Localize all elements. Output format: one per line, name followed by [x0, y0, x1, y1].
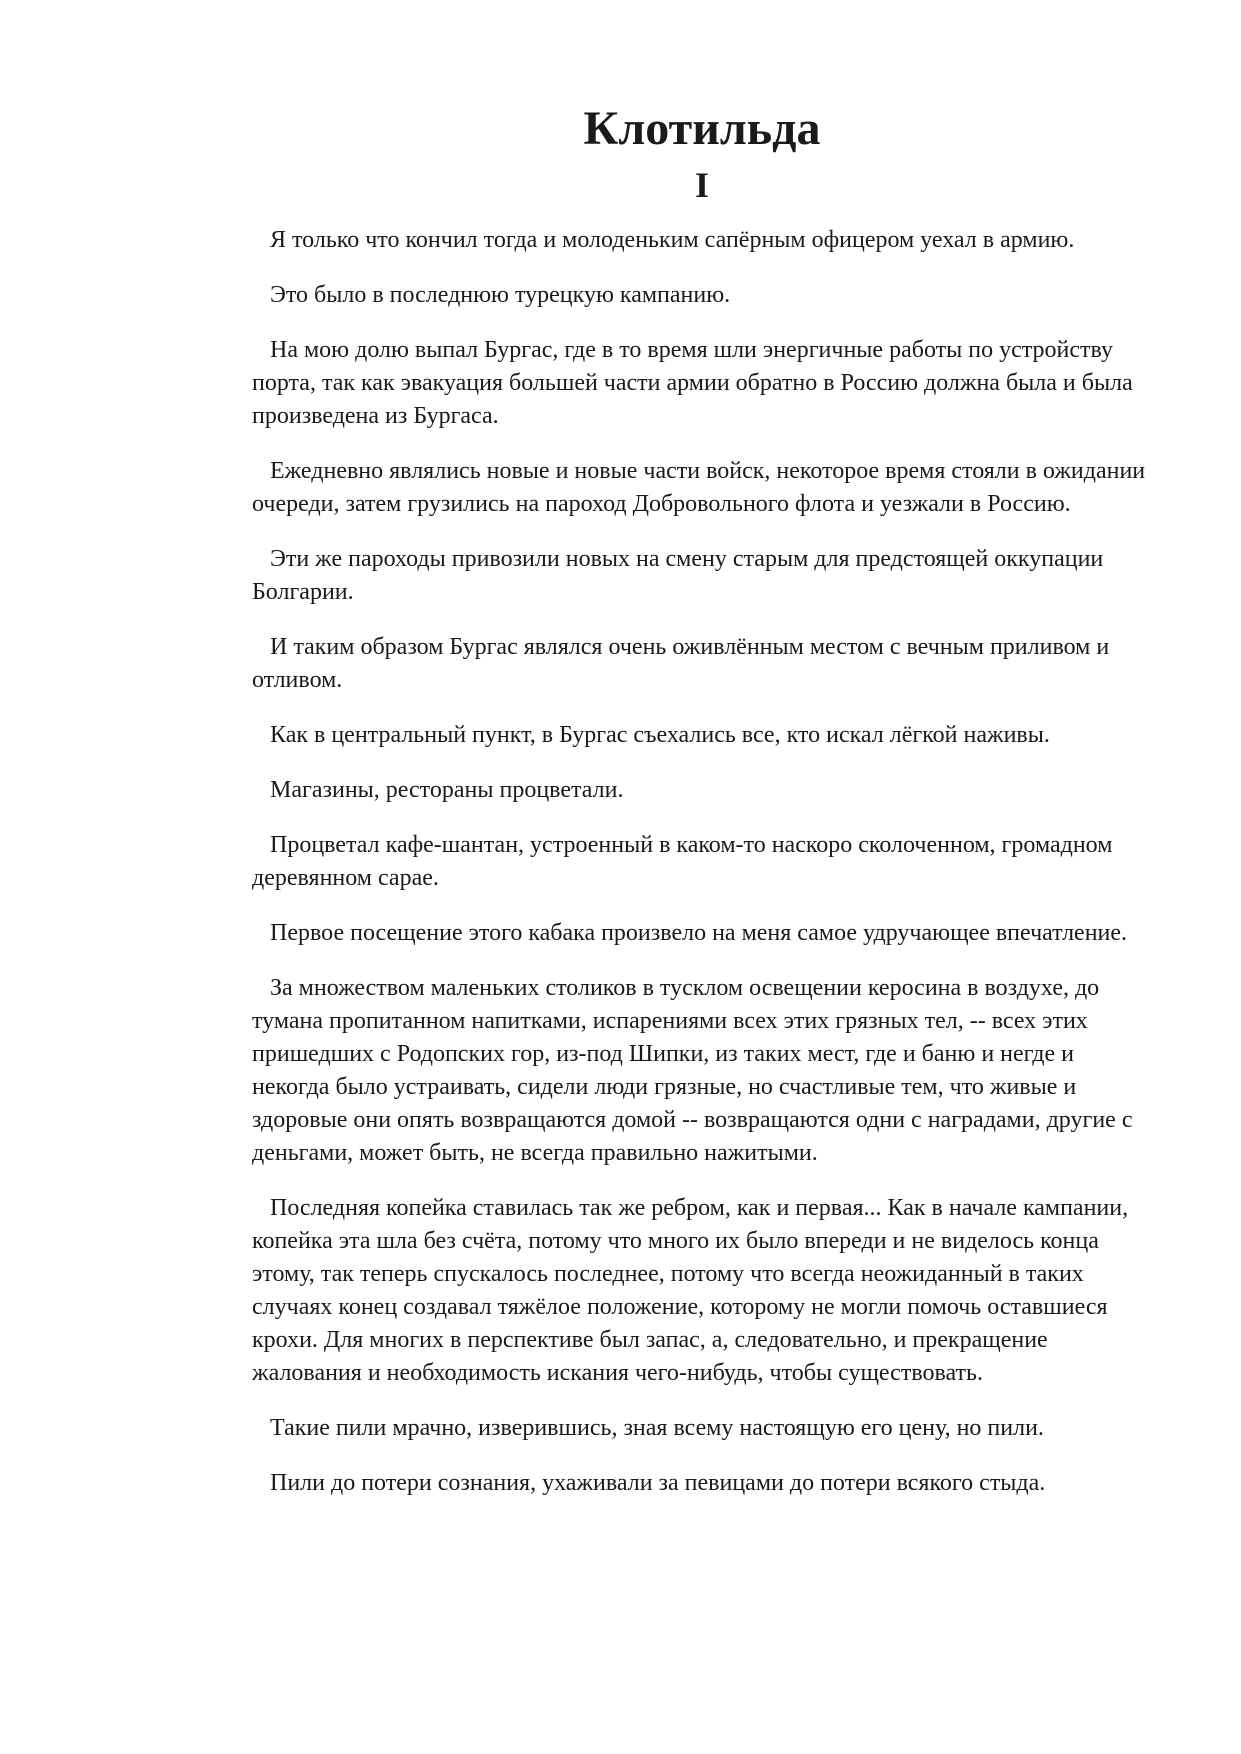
paragraph: За множеством маленьких столиков в тусклом освещении керосина в воздухе, до тумана пропитанном напитками, испарениями всех этих грязных тел, -- всех этих пришедших с Родопских гор, из-под Шипки, из таких мест, где и баню и негде и некогда было устраивать, сидели люди грязные, но счастливые тем, что живые и здоровые они опять возвращаются домой -- возвращаются одни с наградами, другие с деньгами, может быть, не всегда правильно нажитыми.: [252, 975, 1133, 1166]
paragraph: Как в центральный пункт, в Бургас съехались все, кто искал лёгкой наживы.: [270, 722, 1050, 748]
paragraph: Процветал кафе-шантан, устроенный в каком-то наскоро сколоченном, громадном деревянном сарае.: [252, 832, 1113, 891]
paragraph: Это было в последнюю турецкую кампанию.: [270, 282, 731, 308]
paragraph: Первое посещение этого кабака произвело на меня самое удручающее впечатление.: [270, 920, 1128, 946]
paragraph: И таким образом Бургас являлся очень оживлённым местом с вечным приливом и отливом.: [252, 634, 1110, 693]
paragraph: Магазины, рестораны процветали.: [270, 777, 624, 803]
paragraph: Пили до потери сознания, ухаживали за певицами до потери всякого стыда.: [270, 1470, 1046, 1496]
paragraph: Такие пили мрачно, изверившись, зная всему настоящую его цену, но пили.: [270, 1415, 1044, 1441]
document-body: [252, 102, 1152, 1500]
paragraph: Ежедневно являлись новые и новые части войск, некоторое время стояли в ожидании очереди, затем грузились на пароход Добровольного флота и уезжали в Россию.: [252, 458, 1146, 517]
document-title: Клотильда: [583, 102, 821, 155]
chapter-number: I: [694, 165, 709, 205]
paragraph: Я только что кончил тогда и молоденьким сапёрным офицером уехал в армию.: [270, 227, 1075, 253]
paragraph: На мою долю выпал Бургас, где в то время шли энергичные работы по устройству порта, так как эвакуация большей части армии обратно в Россию должна была и была произведена из Бургаса.: [252, 337, 1133, 429]
paragraph: Последняя копейка ставилась так же ребром, как и первая... Как в начале кампании, копейка эта шла без счёта, потому что много их было впереди и не виделось конца этому, так теперь спускалось последнее, потому что всегда неожиданный в таких случаях конец создавал тяжёлое положение, которому не могли помочь оставшиеся крохи. Для многих в перспективе был запас, а, следовательно, и прекращение жалования и необходимость искания чего-нибудь, чтобы существовать.: [252, 1195, 1129, 1386]
paragraph: Эти же пароходы привозили новых на смену старым для предстоящей оккупации Болгарии.: [252, 546, 1104, 605]
